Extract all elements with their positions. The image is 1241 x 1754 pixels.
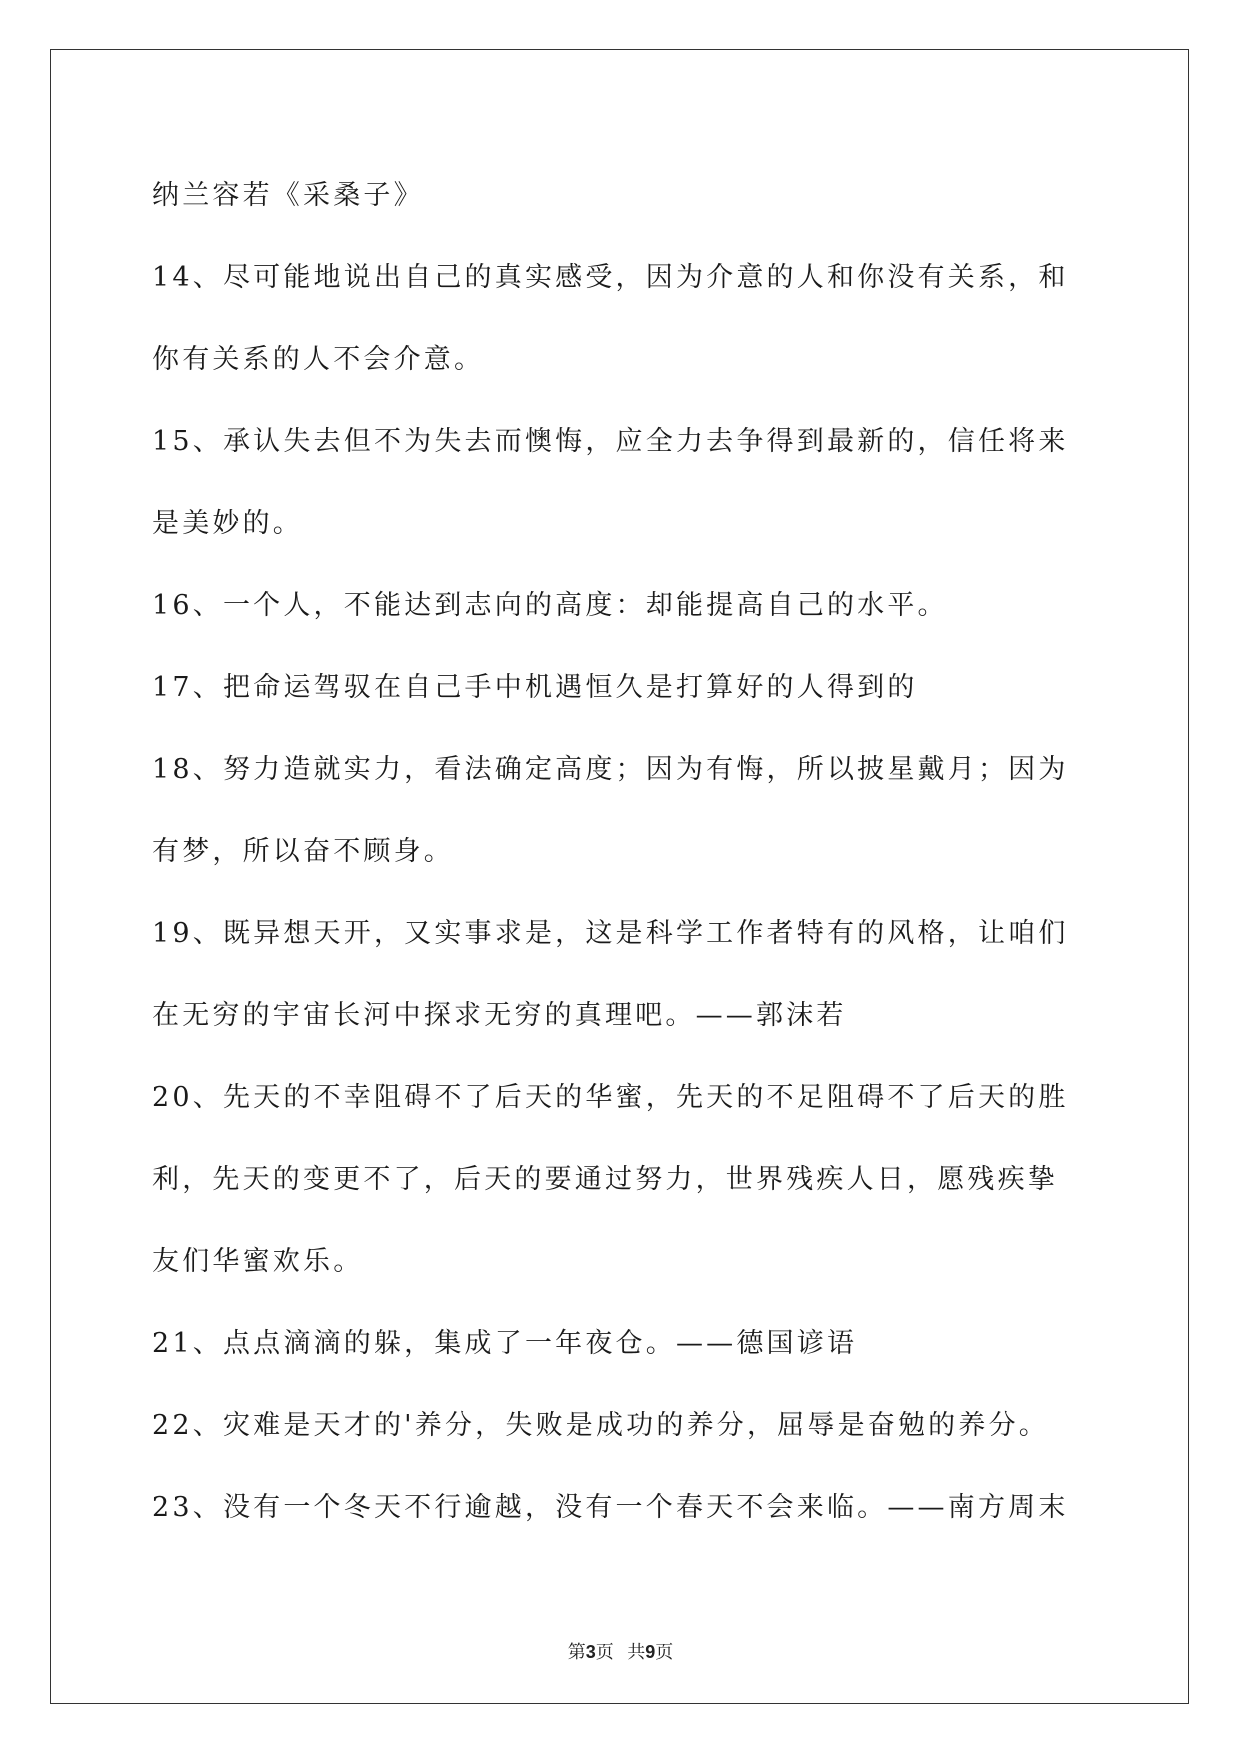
text-line: 18、努力造就实力，看法确定高度；因为有悔，所以披星戴月；因为 <box>152 754 1069 785</box>
text-line: 利，先天的变更不了，后天的要通过努力，世界残疾人日，愿残疾挚 <box>152 1164 1058 1195</box>
text-line: 在无穷的宇宙长河中探求无穷的真理吧。——郭沫若 <box>152 1000 847 1031</box>
text-line: 21、点点滴滴的躲，集成了一年夜仓。——德国谚语 <box>152 1328 858 1359</box>
text-line: 纳兰容若《采桑子》 <box>152 180 424 211</box>
total-page-count: 9 <box>645 1642 656 1662</box>
current-page-number: 3 <box>585 1642 596 1662</box>
text-line: 14、尽可能地说出自己的真实感受，因为介意的人和你没有关系，和 <box>152 262 1069 293</box>
document-body <box>152 155 1092 1549</box>
footer-suffix: 页 <box>655 1642 674 1662</box>
text-line: 23、没有一个冬天不行逾越，没有一个春天不会来临。——南方周末 <box>152 1492 1069 1523</box>
text-line: 16、一个人，不能达到志向的高度：却能提高自己的水平。 <box>152 590 948 621</box>
text-line: 15、承认失去但不为失去而懊悔，应全力去争得到最新的，信任将来 <box>152 426 1069 457</box>
text-line: 有梦，所以奋不顾身。 <box>152 836 454 867</box>
footer-prefix: 第 <box>567 1642 586 1662</box>
text-line: 友们华蜜欢乐。 <box>152 1246 364 1277</box>
text-line: 19、既异想天开，又实事求是，这是科学工作者特有的风格，让咱们 <box>152 918 1069 949</box>
text-line: 17、把命运驾驭在自己手中机遇恒久是打算好的人得到的 <box>152 672 918 703</box>
text-line: 是美妙的。 <box>152 508 303 539</box>
text-line: 22、灾难是天才的'养分，失败是成功的养分，屈辱是奋勉的养分。 <box>152 1410 1049 1441</box>
page-footer <box>0 1638 1241 1664</box>
text-line: 你有关系的人不会介意。 <box>152 344 485 375</box>
text-line: 20、先天的不幸阻碍不了后天的华蜜，先天的不足阻碍不了后天的胜 <box>152 1082 1069 1113</box>
footer-mid: 页 共 <box>595 1642 646 1662</box>
